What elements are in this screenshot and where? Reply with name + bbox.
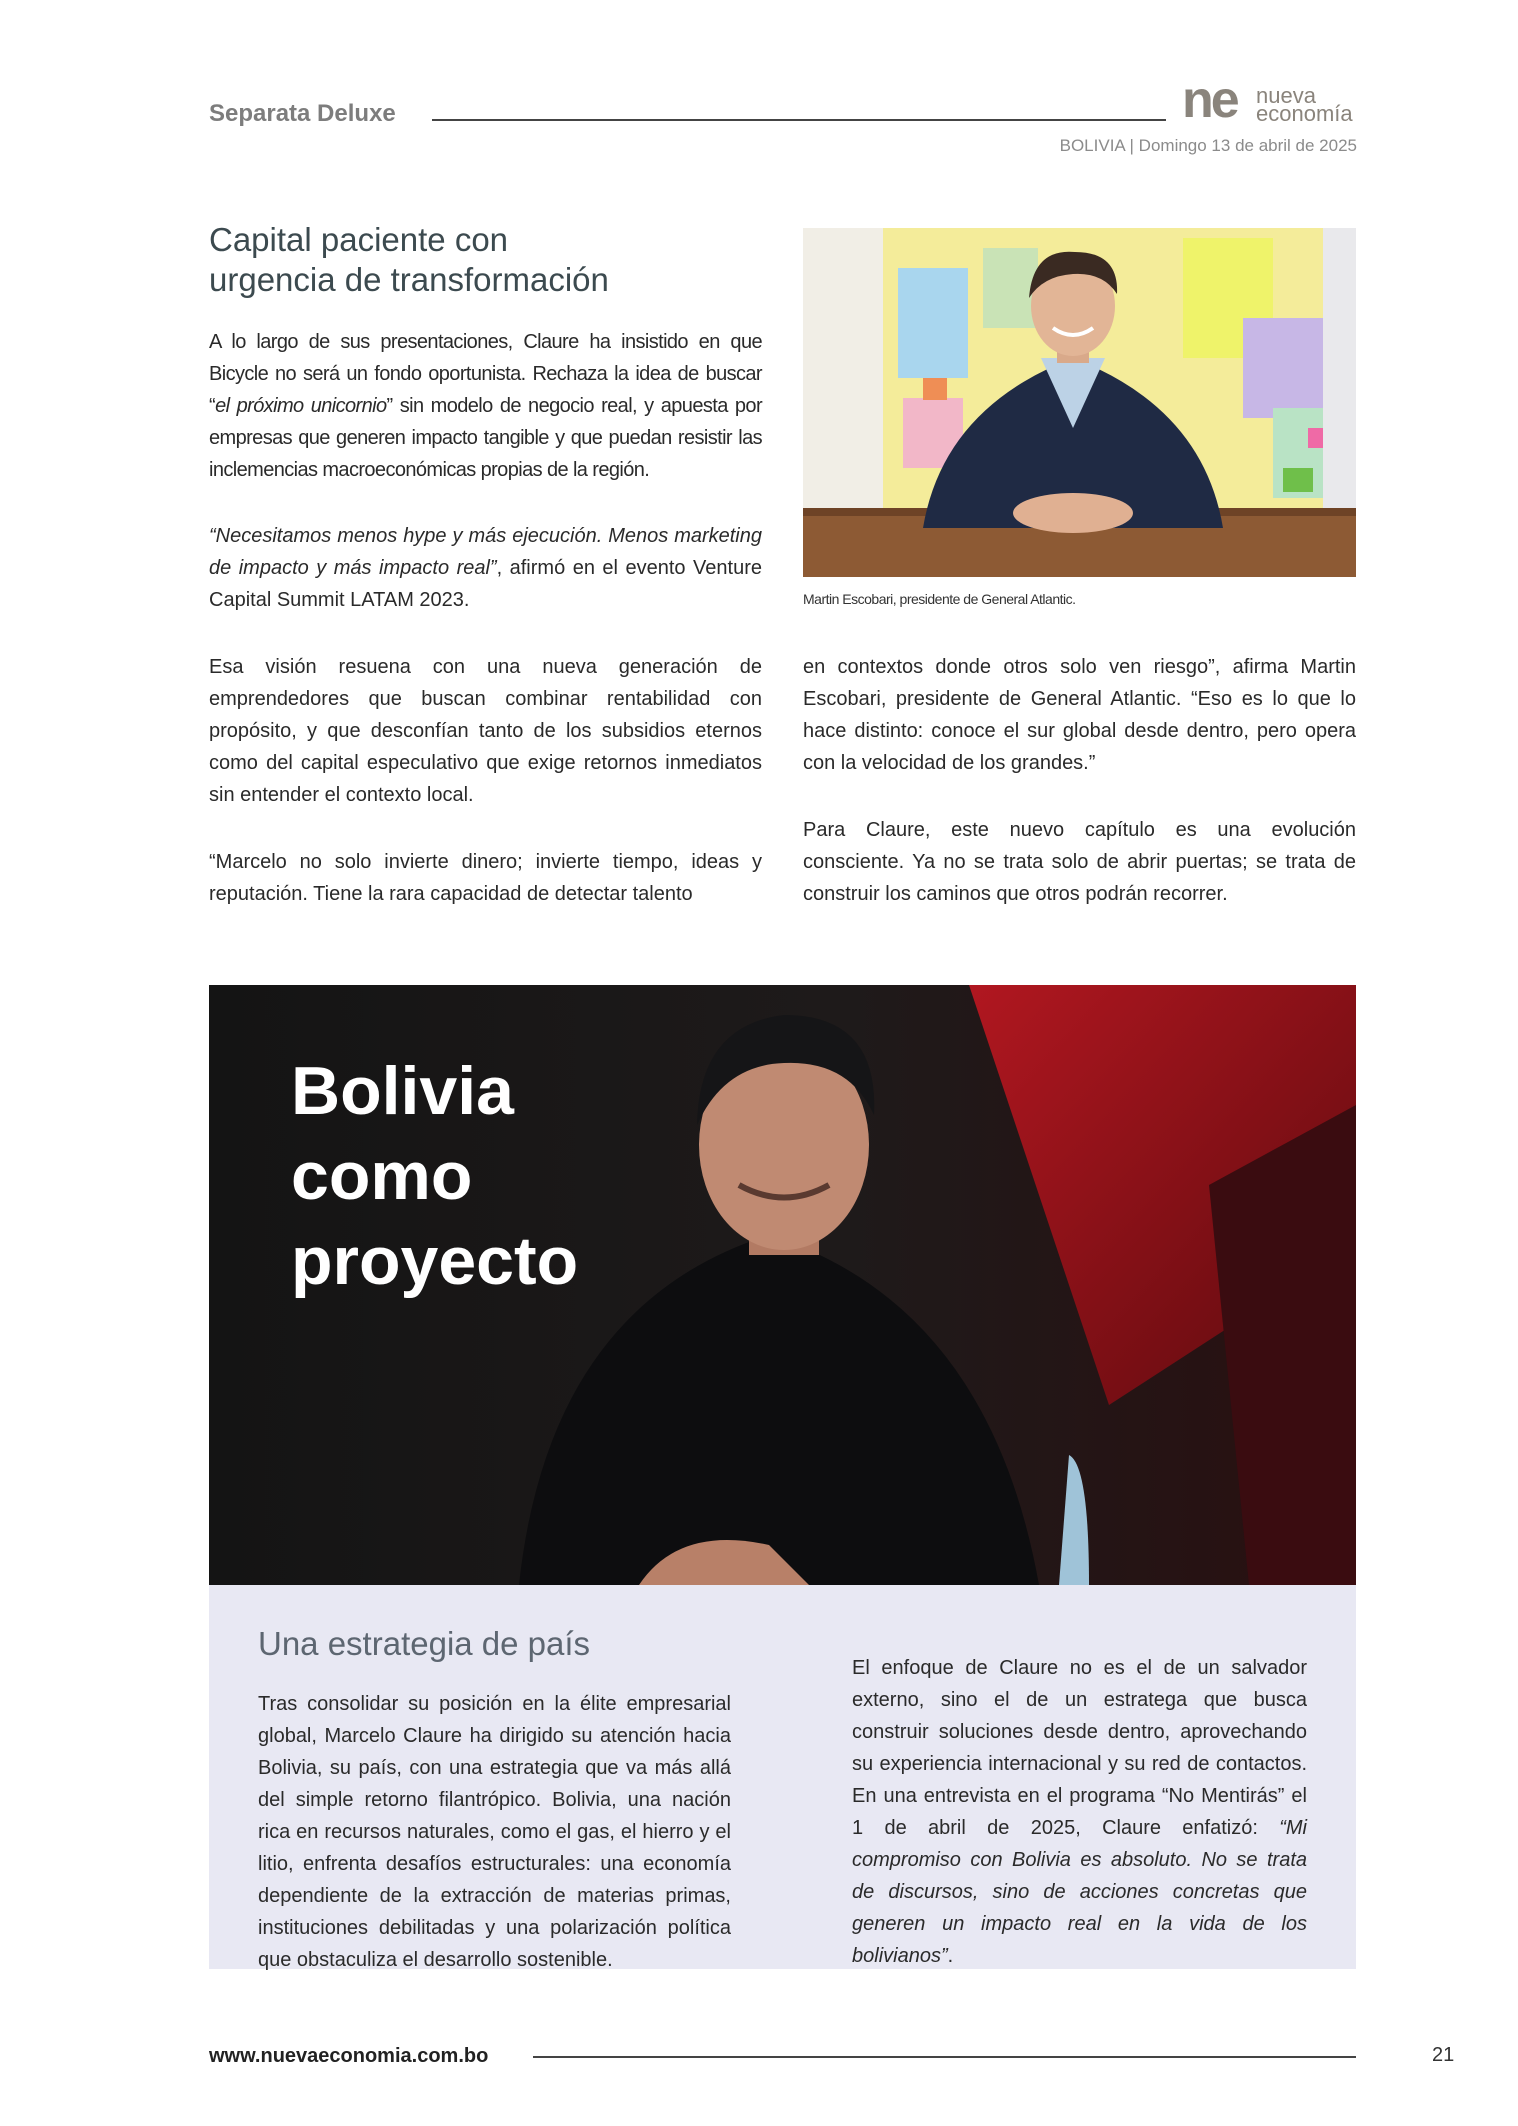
logo-word-economia: economía	[1256, 101, 1353, 126]
logo-word-nueva: nueva	[1256, 83, 1316, 108]
hero-title	[291, 1049, 578, 1304]
article-title-line-1: Capital paciente con	[209, 221, 509, 258]
header-rule	[432, 119, 1166, 121]
page-number: 21	[1432, 2044, 1455, 2066]
logo-mark: ne	[1182, 71, 1237, 129]
paragraph-vision: Esa visión resuena con una nueva generación de emprendedores que buscan combinar rentabilidad con propósito, y que desconfían tanto de los subsidios eternos como del capital especulativo que exige retornos inmediatos sin entender el contexto local.	[209, 656, 762, 806]
paragraph-escobari: en contextos donde otros solo ven riesgo”, afirma Martin Escobari, presidente de General Atlantic. “Eso es lo que lo hace distinto: conoce el sur global desde dentro, pero opera con la velocidad de los grandes.”	[803, 656, 1356, 774]
footer-rule	[533, 2056, 1356, 2058]
hero-banner	[209, 985, 1356, 1585]
box-paragraph-1: Tras consolidar su posición en la élite empresarial global, Marcelo Claure ha dirigido su atención hacia Bolivia, su país, con una estrategia que va más allá del simple retorno filantrópico. Bolivia, una nación rica en recursos naturales, como el gas, el hierro y el litio, enfrenta desafíos estructurales: una economía dependiente de la extracción de materias primas, instituciones debilitadas y una polarización política que obstaculiza el desarrollo sostenible.	[258, 1693, 731, 1971]
paragraph-marcelo-quote: “Marcelo no solo invierte dinero; invierte tiempo, ideas y reputación. Tiene la rara capacidad de detectar talento	[209, 851, 762, 905]
box-title: Una estrategia de país	[258, 1625, 591, 1662]
dateline: BOLIVIA | Domingo 13 de abril de 2025	[1059, 136, 1357, 155]
article-title	[209, 220, 769, 300]
hero-title-line-3: proyecto	[291, 1223, 579, 1299]
paragraph-quote: “Necesitamos menos hype y más ejecución. Menos marketing de impacto y más impacto real”, afirmó en el evento Venture Capital Summit LATAM 2023.	[209, 525, 762, 611]
hero-title-line-2: como	[291, 1138, 473, 1214]
website-link[interactable]: www.nuevaeconomia.com.bo	[209, 2045, 489, 2067]
emphasis-unicornio: el próximo unicornio	[215, 395, 387, 417]
quote-emphasis: “Necesitamos menos hype y más ejecución. Menos marketing de impacto y más impacto real”	[209, 525, 762, 579]
info-box	[209, 1585, 1356, 1969]
article-title-line-2: urgencia de transformación	[209, 261, 609, 298]
paragraph-claure-chapter: Para Claure, este nuevo capítulo es una evolución consciente. Ya no se trata solo de abrir puertas; se trata de construir los caminos que otros podrán recorrer.	[803, 819, 1356, 905]
hero-title-line-1: Bolivia	[291, 1053, 514, 1129]
photo-caption: Martin Escobari, presidente de General Atlantic.	[803, 591, 1076, 607]
portrait-illustration	[803, 228, 1356, 577]
photo-martin-escobari	[803, 228, 1356, 577]
box-quote-emphasis: “Mi compromiso con Bolivia es absoluto. No se trata de discursos, sino de acciones concretas que generen un impacto real en la vida de los bolivianos”	[852, 1817, 1307, 1967]
paragraph-intro: A lo largo de sus presentaciones, Claure ha insistido en que Bicycle no será un fondo oportunista. Rechaza la idea de buscar “el próximo unicornio” sin modelo de negocio real, y apuesta por empresas que generen impacto tangible y que puedan resistir las inclemencias macroeconómicas propias de la región.	[209, 331, 762, 481]
section-label: Separata Deluxe	[209, 100, 396, 127]
box-paragraph-2: El enfoque de Claure no es el de un salvador externo, sino el de un estratega que busca construir soluciones desde dentro, aprovechando su experiencia internacional y su red de contactos. En una entrevista en el programa “No Mentirás” el 1 de abril de 2025, Claure enfatizó: “Mi compromiso con Bolivia es absoluto. No se trata de discursos, sino de acciones concretas que generen un impacto real en la vida de los bolivianos”.	[852, 1657, 1307, 1967]
brand-logo	[1182, 71, 1357, 129]
